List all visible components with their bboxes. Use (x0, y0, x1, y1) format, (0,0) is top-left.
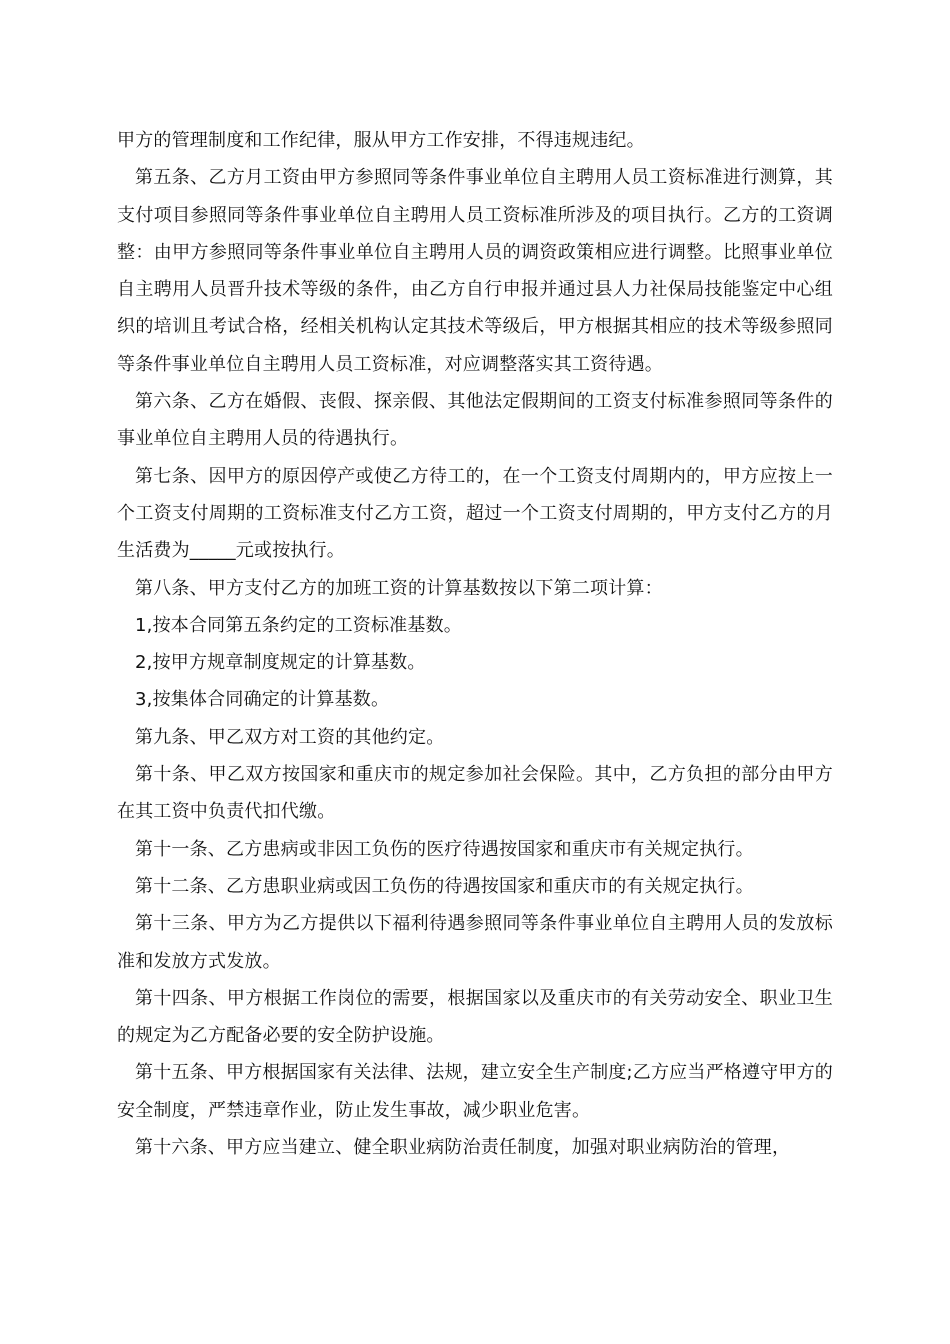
paragraph-article-5: 第五条、乙方月工资由甲方参照同等条件事业单位自主聘用人员工资标准进行测算，其支付项目参照同等条件事业单位自主聘用人员工资标准所涉及的项目执行。乙方的工资调整：由甲方参照同等条件事业单位自主聘用人员的调资政策相应进行调整。比照事业单位自主聘用人员晋升技术等级的条件，由乙方自行申报并通过县人力社保局技能鉴定中心组织的培训且考试合格，经相关机构认定其技术等级后，甲方根据其相应的技术等级参照同等条件事业单位自主聘用人员工资标准，对应调整落实其工资待遇。 (117, 167, 833, 375)
paragraph-article-16: 第十六条、甲方应当建立、健全职业病防治责任制度，加强对职业病防治的管理， (135, 1137, 791, 1159)
paragraph-article-12: 第十二条、乙方患职业病或因工负伤的待遇按国家和重庆市的有关规定执行。 (135, 875, 754, 897)
document-body (117, 122, 833, 1166)
paragraph-article-6: 第六条、乙方在婚假、丧假、探亲假、其他法定假期间的工资支付标准参照同等条件的事业单位自主聘用人员的待遇执行。 (117, 391, 833, 450)
paragraph-article-8: 第八条、甲方支付乙方的加班工资的计算基数按以下第二项计算： (135, 577, 663, 599)
paragraph-article-11: 第十一条、乙方患病或非因工负伤的医疗待遇按国家和重庆市有关规定执行。 (135, 838, 754, 860)
paragraph-continuation: 甲方的管理制度和工作纪律，服从甲方工作安排，不得违规违纪。 (117, 130, 645, 151)
paragraph-article-13: 第十三条、甲方为乙方提供以下福利待遇参照同等条件事业单位自主聘用人员的发放标准和发放方式发放。 (117, 913, 833, 972)
list-item-8-1: 1,按本合同第五条约定的工资标准基数。 (135, 614, 462, 636)
paragraph-article-9: 第九条、甲乙双方对工资的其他约定。 (135, 726, 445, 748)
list-item-8-3: 3,按集体合同确定的计算基数。 (135, 689, 390, 711)
paragraph-article-14: 第十四条、甲方根据工作岗位的需要，根据国家以及重庆市的有关劳动安全、职业卫生的规定为乙方配备必要的安全防护设施。 (117, 987, 833, 1047)
list-item-8-2: 2,按甲方规章制度规定的计算基数。 (135, 652, 426, 674)
paragraph-article-7: 第七条、因甲方的原因停产或使乙方待工的，在一个工资支付周期内的，甲方应按上一个工资支付周期的工资标准支付乙方工资，超过一个工资支付周期的，甲方支付乙方的月生活费为_____元或按执行。 (117, 465, 833, 562)
paragraph-article-10: 第十条、甲乙双方按国家和重庆市的规定参加社会保险。其中，乙方负担的部分由甲方在其工资中负责代扣代缴。 (117, 764, 833, 823)
paragraph-article-15: 第十五条、甲方根据国家有关法律、法规，建立安全生产制度;乙方应当严格遵守甲方的安全制度，严禁违章作业，防止发生事故，减少职业危害。 (117, 1062, 833, 1121)
